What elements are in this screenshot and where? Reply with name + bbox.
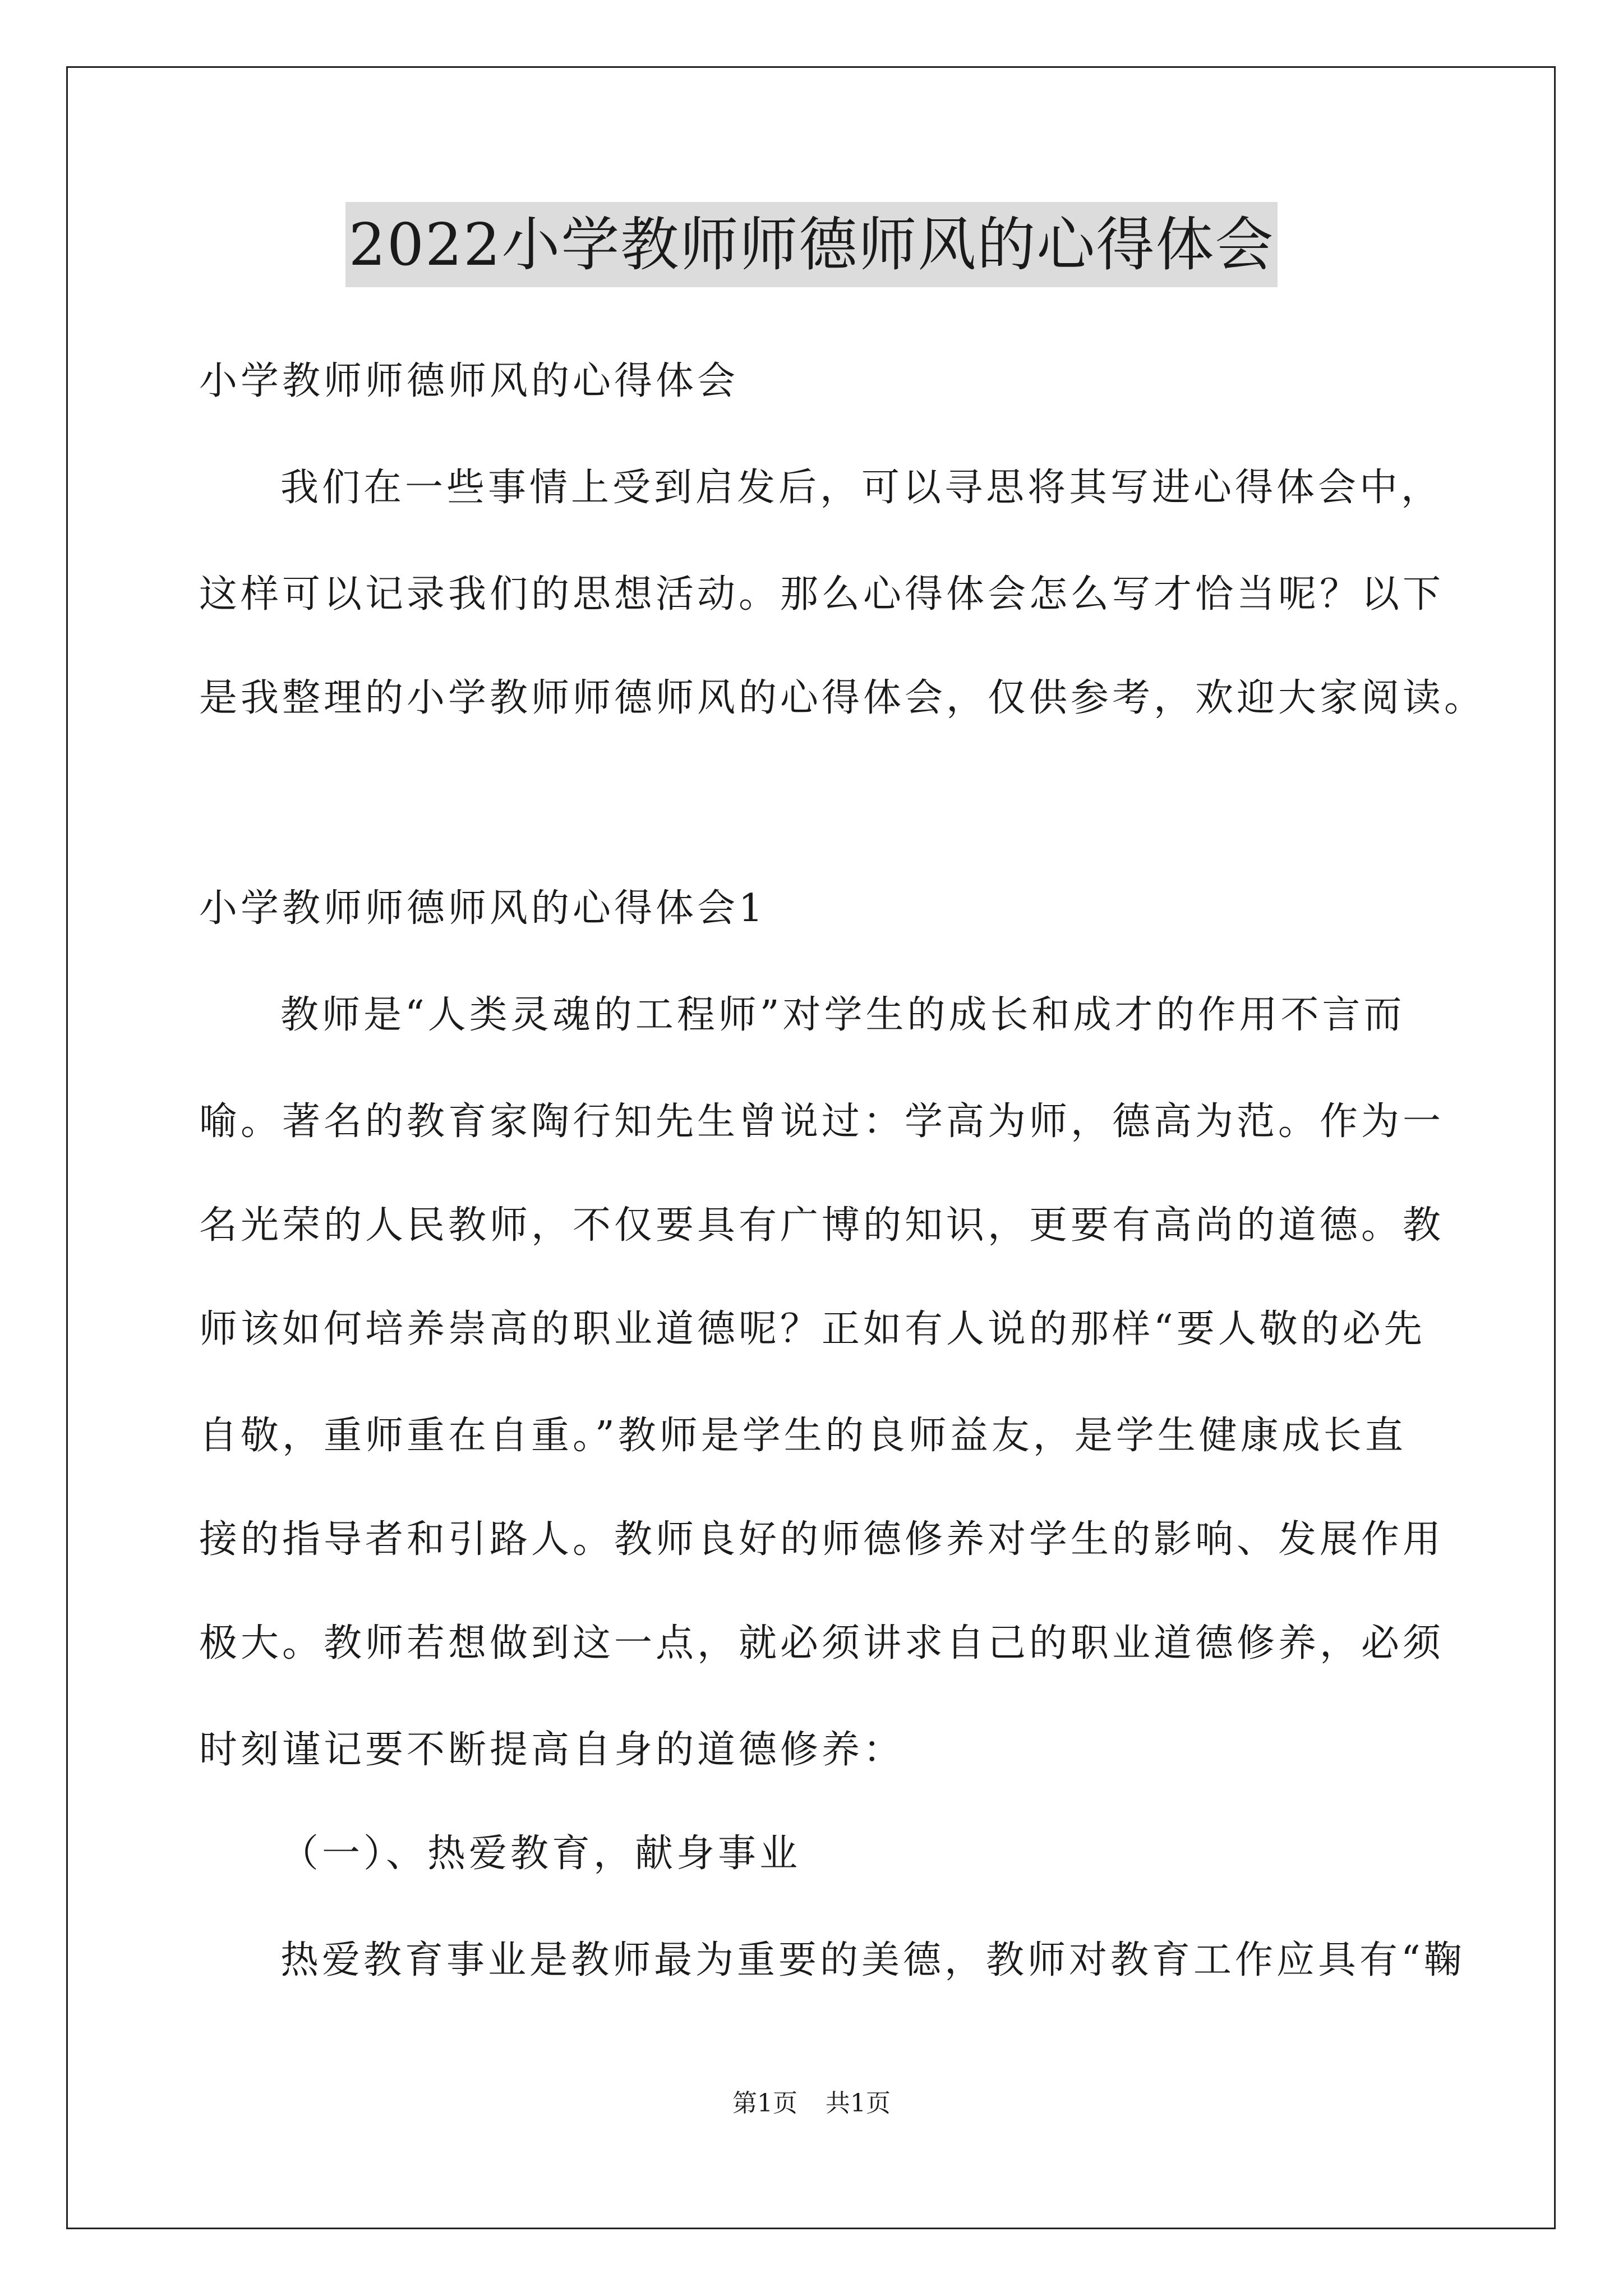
subheading: （一）、热爱教育，献身事业 [280,1832,801,1876]
intro-line-3: 是我整理的小学教师师德师风的心得体会，仅供参考，欢迎大家阅读。 [199,676,1486,720]
body-line-3: 名光荣的人民教师，不仅要具有广博的知识，更要有高尚的道德。教 [199,1203,1445,1248]
page-number: 第1页 [732,2089,797,2118]
page-footer [0,2087,1623,2120]
document-subtitle: 小学教师师德师风的心得体会 [199,359,739,403]
document-title: 2022小学教师师德师风的心得体会 [345,202,1278,287]
title-container [0,202,1623,287]
body-line-5: 自敬，重师重在自重。”教师是学生的良师益友，是学生健康成长直 [199,1414,1407,1458]
section-heading: 小学教师师德师风的心得体会1 [199,886,767,931]
body-line-last: 热爱教育事业是教师最为重要的美德，教师对教育工作应具有“鞠 [280,1938,1465,1982]
body-line-8: 时刻谨记要不断提高自身的道德修养： [199,1728,905,1772]
intro-line-2: 这样可以记录我们的思想活动。那么心得体会怎么写才恰当呢？以下 [199,572,1445,616]
page-total: 共1页 [826,2089,891,2118]
body-line-1: 教师是“人类灵魂的工程师”对学生的成长和成才的作用不言而 [280,993,1405,1037]
body-line-2: 喻。著名的教育家陶行知先生曾说过：学高为师，德高为范。作为一 [199,1099,1445,1144]
body-line-6: 接的指导者和引路人。教师良好的师德修养对学生的影响、发展作用 [199,1517,1445,1562]
body-line-4: 师该如何培养崇高的职业道德呢？正如有人说的那样“要人敬的必先 [199,1307,1426,1351]
body-line-7: 极大。教师若想做到这一点，就必须讲求自己的职业道德修养，必须 [199,1621,1445,1665]
intro-line-1: 我们在一些事情上受到启发后，可以寻思将其写进心得体会中， [280,466,1443,510]
